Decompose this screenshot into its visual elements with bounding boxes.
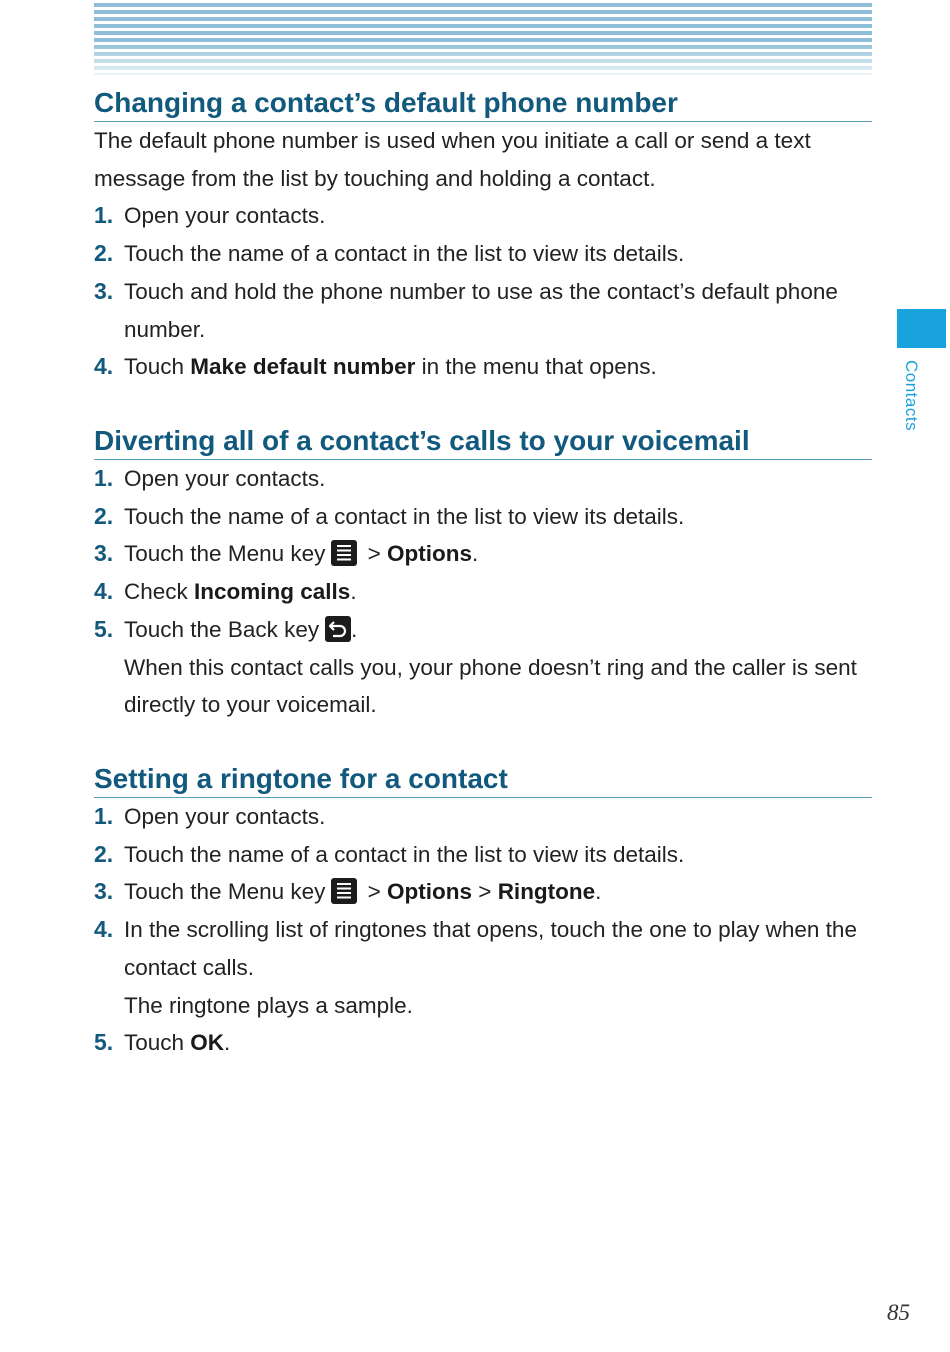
step-number: 3. [94,878,114,905]
step-note: When this contact calls you, your phone doesn’t ring and the caller is sent directly to your voicemail. [124,654,857,718]
step-text: . [224,1030,231,1056]
step-text: Touch the Menu key [124,879,326,905]
step-item [94,535,872,573]
step-item [94,235,872,273]
step-number: 1. [94,465,114,491]
step-text: . [472,541,479,567]
section-divert-voicemail [94,424,872,724]
step-text: . [350,579,357,605]
step-item [94,798,872,836]
step-text: Touch the name of a contact in the list to view its details. [124,241,685,267]
page-number: 85 [887,1300,910,1325]
step-text: Open your contacts. [124,203,326,229]
step-text: Touch the Back key [124,616,320,642]
step-item [94,273,872,348]
header-banner [94,3,872,75]
step-number: 1. [94,803,114,829]
step-item [94,1024,872,1062]
step-item [94,348,872,386]
step-text: In the scrolling list of ringtones that opens, touch the one to play when the contact calls. [124,917,857,980]
step-number: 2. [94,240,114,267]
menu-key-icon [331,878,357,904]
step-separator: > [361,879,388,905]
section-heading: Setting a ringtone for a contact [94,762,872,798]
step-item [94,573,872,611]
step-number: 4. [94,916,114,943]
step-number: 1. [94,202,114,229]
step-text: . [351,616,358,642]
step-text: in the menu that opens. [415,354,657,380]
step-text: . [595,879,602,905]
intro-paragraph: The default phone number is used when you initiate a call or send a text message from the list by touching and holding a contact. [94,128,811,191]
section-tab-marker [897,309,946,348]
step-text: Check [124,579,195,605]
step-term: Ringtone [497,879,596,905]
step-term: Options [387,541,473,567]
section-default-number [94,86,872,386]
step-term: Options [387,879,473,905]
step-separator: > [361,541,388,567]
step-item [94,197,872,235]
step-text: Open your contacts. [124,466,326,491]
step-text: Touch the name of a contact in the list to view its details. [124,503,685,529]
section-heading: Diverting all of a contact’s calls to your voicemail [94,424,872,460]
section-heading: Changing a contact’s default phone number [94,86,872,122]
step-note: The ringtone plays a sample. [124,992,413,1018]
step-number: 4. [94,578,114,605]
step-text: Touch and hold the phone number to use as the contact’s default phone number. [124,278,838,342]
step-term: OK [190,1030,225,1056]
step-number: 5. [94,615,114,642]
step-item [94,873,872,911]
step-term: Make default number [190,354,416,380]
section-ringtone [94,762,872,1062]
step-number: 2. [94,502,114,529]
menu-key-icon [331,540,357,566]
back-key-icon [325,616,351,642]
step-separator: > [472,879,498,905]
step-term: Incoming calls [194,579,351,605]
step-item [94,911,872,986]
section-tab-label: Contacts [902,360,921,432]
step-text: Touch the Menu key [124,541,326,567]
step-item [94,460,872,498]
step-number: 3. [94,277,114,304]
step-number: 3. [94,540,114,567]
step-text: Touch [124,1030,191,1056]
step-text: Open your contacts. [124,804,326,829]
step-item [94,498,872,536]
step-number: 2. [94,840,114,867]
step-text: Touch the name of a contact in the list to view its details. [124,841,685,867]
step-text: Touch [124,354,191,380]
step-number: 4. [94,353,114,380]
step-item [94,611,872,649]
step-number: 5. [94,1029,114,1056]
step-item [94,836,872,874]
